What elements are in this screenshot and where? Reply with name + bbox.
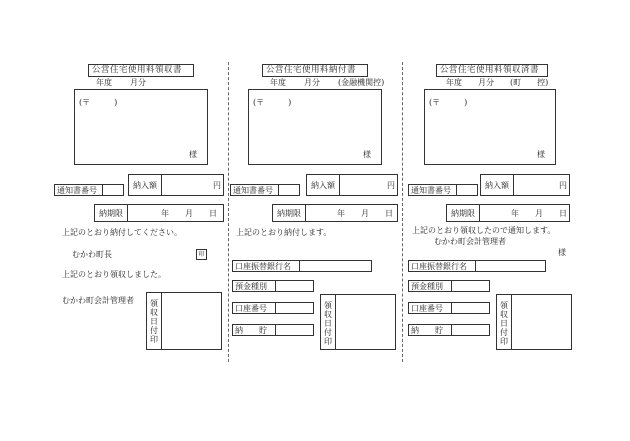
- cut-line-2: [402, 62, 403, 362]
- form-title: 公営住宅使用料領収済書: [436, 64, 548, 77]
- deposit-type-label: 預金種別: [411, 282, 443, 291]
- account-holder-label: 納 貯: [235, 326, 267, 335]
- deadline-label: 納期限: [99, 209, 123, 218]
- form-title: 公営住宅使用料領収書: [88, 64, 194, 77]
- address-box: [74, 89, 208, 165]
- notice-message: 上記のとおり領収したので通知します。: [412, 226, 556, 235]
- amount-label: 納入額: [133, 181, 157, 190]
- postal-code-label: (〒 ): [429, 98, 468, 107]
- mayor-label: むかわ町長: [72, 250, 112, 259]
- deposit-type-field[interactable]: [232, 280, 314, 292]
- deadline-label: 納期限: [451, 209, 475, 218]
- yen-label: 円: [213, 181, 221, 190]
- bank-name-label: 口座振替銀行名: [411, 262, 467, 271]
- year-label: 年度: [446, 78, 462, 87]
- notice-number-value[interactable]: [278, 184, 300, 196]
- bank-name-label: 口座振替銀行名: [235, 262, 291, 271]
- account-number-label: 口座番号: [235, 304, 267, 313]
- honorific: 様: [189, 150, 197, 159]
- receipt-date-label: 領収日付印: [500, 301, 508, 346]
- address-box: [248, 89, 382, 165]
- amount-field[interactable]: [128, 174, 224, 196]
- month-label: 月分: [130, 78, 146, 87]
- receipt-date-label: 領収日付印: [150, 299, 158, 344]
- honorific: 様: [537, 150, 545, 159]
- copy-note: (町 控): [510, 78, 549, 87]
- bank-name-field[interactable]: [232, 260, 372, 272]
- notice-number-label: 通知書番号: [411, 186, 451, 195]
- account-holder-label: 納 貯: [411, 326, 443, 335]
- account-holder-field[interactable]: [232, 324, 314, 336]
- receipt-date-stamp-box: [320, 294, 396, 350]
- receipt-date-label: 領収日付印: [324, 301, 332, 346]
- year-label: 年度: [270, 78, 286, 87]
- account-number-label: 口座番号: [411, 304, 443, 313]
- deposit-type-label: 預金種別: [235, 282, 267, 291]
- address-box: [424, 89, 556, 165]
- receipt-date-stamp-box: [496, 294, 572, 350]
- notice-number-label: 通知書番号: [233, 186, 273, 195]
- treasurer-label: むかわ町会計管理者: [434, 237, 506, 246]
- deadline-date: 年 月 日: [161, 209, 217, 218]
- deadline-date: 年 月 日: [511, 209, 567, 218]
- yen-label: 円: [387, 181, 395, 190]
- deadline-field[interactable]: [446, 204, 570, 222]
- amount-label: 納入額: [311, 181, 335, 190]
- payment-message: 上記のとおり納付してください。: [62, 228, 182, 237]
- deadline-field[interactable]: [272, 204, 398, 222]
- year-label: 年度: [96, 78, 112, 87]
- honorific: 様: [363, 150, 371, 159]
- notice-number-value[interactable]: [456, 184, 478, 196]
- seal-stamp: 印: [196, 249, 207, 260]
- deposit-type-field[interactable]: [408, 280, 490, 292]
- yen-label: 円: [559, 181, 567, 190]
- cut-line-1: [228, 62, 229, 362]
- amount-field[interactable]: [306, 174, 398, 196]
- deadline-date: 年 月 日: [337, 209, 393, 218]
- account-number-field[interactable]: [232, 302, 314, 314]
- payment-message: 上記のとおり納付します。: [236, 228, 332, 237]
- amount-label: 納入額: [485, 181, 509, 190]
- month-label: 月分: [304, 78, 320, 87]
- copy-note: (金融機関控): [338, 78, 385, 87]
- postal-code-label: (〒 ): [79, 98, 118, 107]
- bank-name-field[interactable]: [408, 260, 546, 272]
- amount-field[interactable]: [480, 174, 570, 196]
- account-number-field[interactable]: [408, 302, 490, 314]
- form-title: 公営住宅使用料納付書: [262, 64, 368, 77]
- month-label: 月分: [478, 78, 494, 87]
- receipt-message: 上記のとおり領収しました。: [62, 270, 166, 279]
- treasurer-label: むかわ町会計管理者: [62, 296, 134, 305]
- receipt-date-stamp-box: [146, 292, 222, 350]
- deadline-field[interactable]: [94, 204, 224, 222]
- account-holder-field[interactable]: [408, 324, 490, 336]
- notice-number-value[interactable]: [102, 184, 124, 196]
- honorific-secondary: 様: [558, 248, 566, 257]
- postal-code-label: (〒 ): [253, 98, 292, 107]
- deadline-label: 納期限: [277, 209, 301, 218]
- notice-number-label: 通知書番号: [57, 186, 97, 195]
